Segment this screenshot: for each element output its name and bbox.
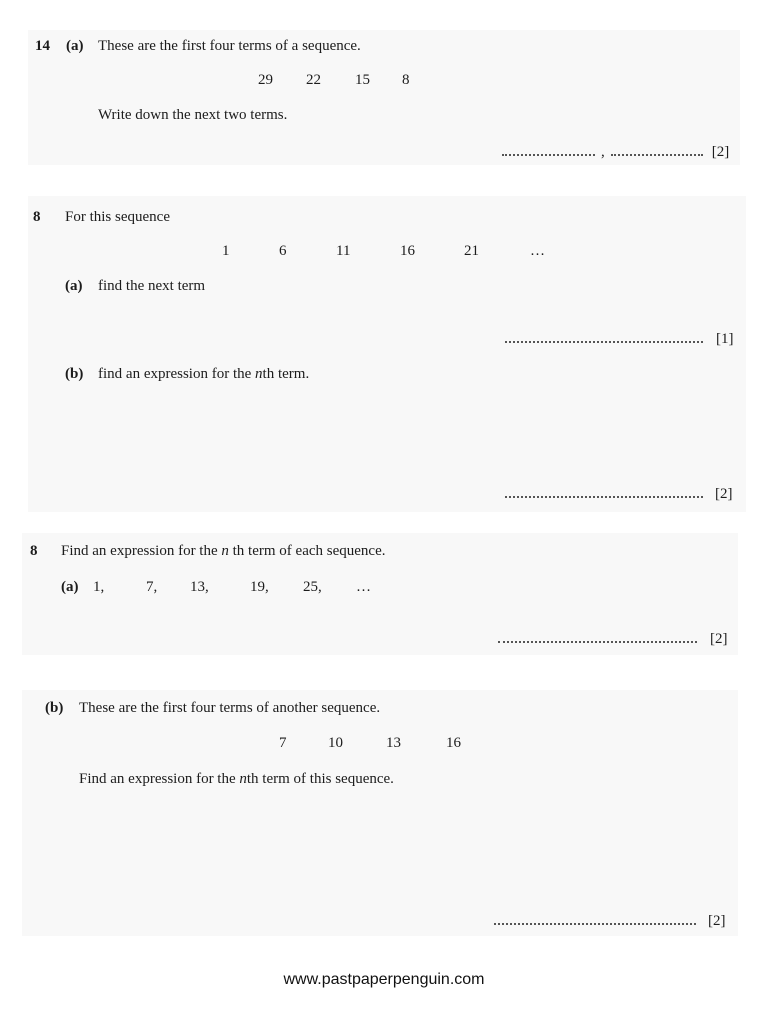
sequence-term: 6 [279, 243, 287, 259]
question-instruction: Write down the next two terms. [98, 107, 288, 123]
question-stem: For this sequence [65, 209, 170, 225]
sequence-term: 7, [146, 579, 158, 595]
part-instruction [79, 770, 394, 788]
sequence-term: 7 [279, 735, 287, 751]
sequence-term: 10 [328, 735, 343, 751]
instruction-after: th term of this sequence. [246, 771, 394, 787]
question-8-sequence-panel [28, 196, 746, 512]
marks-label: [1] [716, 331, 734, 347]
sequence-term: 1 [222, 243, 230, 259]
answer-dots [505, 341, 703, 343]
marks-label: [2] [710, 631, 728, 647]
answer-line [505, 330, 734, 348]
part-label: (a) [66, 38, 84, 54]
question-stem: These are the first four terms of a sequence. [98, 38, 361, 54]
instruction-before: Find an expression for the [79, 771, 240, 787]
sequence-term: 25, [303, 579, 322, 595]
sequence-term: 11 [336, 243, 351, 259]
sequence-term: 16 [446, 735, 461, 751]
answer-separator: , [601, 144, 605, 160]
question-number: 8 [30, 543, 38, 559]
sequence-term: 29 [258, 72, 273, 88]
sequence-term: 1, [93, 579, 105, 595]
sequence-term: 16 [400, 243, 415, 259]
sequence-term: 19, [250, 579, 269, 595]
question-8-part-b-panel [22, 690, 738, 936]
answer-dots [611, 154, 703, 156]
part-label: (a) [61, 579, 79, 595]
question-number: 8 [33, 209, 41, 225]
part-label: (b) [45, 700, 64, 716]
sequence-term: 13 [386, 735, 401, 751]
marks-label: [2] [711, 144, 730, 160]
italic-variable: n [255, 366, 263, 382]
sequence-term: 8 [402, 72, 410, 88]
part-label: (a) [65, 278, 83, 294]
answer-line [498, 630, 728, 648]
part-text-before: find an expression for the [98, 366, 256, 382]
part-label: (b) [65, 366, 84, 382]
sequence-term: 22 [306, 72, 321, 88]
answer-line-pair [502, 143, 729, 161]
stem-before: Find an expression for the [61, 543, 222, 559]
marks-label: [2] [715, 486, 733, 502]
answer-dots [498, 641, 697, 643]
part-text: find the next term [98, 278, 206, 294]
sequence-ellipsis: … [356, 579, 371, 595]
italic-variable: n [239, 771, 247, 787]
sequence-term: 21 [464, 243, 479, 259]
answer-dots [505, 496, 703, 498]
question-stem [61, 542, 385, 560]
answer-line [494, 912, 726, 930]
sequence-ellipsis: … [530, 243, 545, 259]
part-stem: These are the first four terms of another sequence. [79, 700, 381, 716]
part-text [98, 365, 309, 383]
footer-url: www.pastpaperpenguin.com [283, 971, 485, 988]
answer-dots [502, 154, 595, 156]
answer-line [505, 485, 733, 503]
part-text-after: th term. [262, 366, 310, 382]
stem-after: th term of each sequence. [228, 543, 386, 559]
sequence-term: 13, [190, 579, 209, 595]
marks-label: [2] [708, 913, 726, 929]
italic-variable: n [221, 543, 229, 559]
question-number: 14 [35, 38, 50, 54]
sequence-term: 15 [355, 72, 370, 88]
answer-dots [494, 923, 696, 925]
